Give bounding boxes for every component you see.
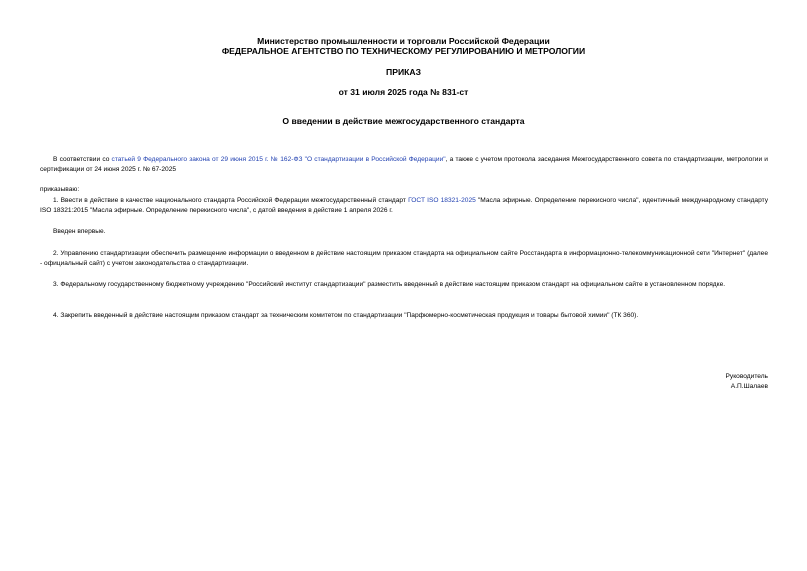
item1-suffix: "Масла эфирные. Определение перекисного числа", идентичный международному стандарту ISO 18321:2015 "Масла эфирные. Определение перекисного числа", с датой введения в действие 1 апреля 2026 г. (40, 197, 769, 215)
order-item-4: 4. Закрепить введенный в действие настоящим приказом стандарт за техническим комитетом по стандартизации "Парфюмерно-косметическая продукция и товары бытовой химии" (ТК 360). (53, 312, 639, 319)
signature-name: А.П.Шалаев (730, 383, 768, 390)
order-item-1 (40, 196, 768, 217)
document-subject: О введении в действие межгосударственного стандарта (282, 116, 525, 126)
standard-link[interactable]: ГОСТ ISO 18321-2025 (408, 197, 476, 204)
order-item-1-note: Введен впервые. (53, 228, 106, 235)
document-date-number: от 31 июля 2025 года № 831-ст (338, 87, 469, 97)
order-item-3: 3. Федеральному государственному бюджетному учреждению "Российский институт стандартизации" разместить введенный в действие настоящим приказом стандарт на официальном сайте в установленном порядке. (53, 281, 726, 288)
intro-suffix: , а также с учетом протокола заседания Межгосударственного совета по стандартизации, метрологии и сертификации от 24 июня 2025 г. № 67-2025 (40, 156, 768, 174)
intro-paragraph (40, 155, 768, 176)
law-link[interactable]: статьей 9 Федерального закона от 29 июня 2015 г. № 162-ФЗ "О стандартизации в Российской Федерации" (111, 156, 446, 163)
order-word: приказываю: (40, 186, 80, 193)
signature-position: Руководитель (725, 373, 768, 380)
ministry-name: Министерство промышленности и торговли Российской Федерации (257, 36, 550, 46)
document-type: ПРИКАЗ (386, 67, 421, 77)
item1-prefix: 1. Ввести в действие в качестве национального стандарта Российской Федерации межгосударственный стандарт (53, 197, 409, 204)
intro-prefix: В соответствии со (53, 156, 112, 163)
agency-name: ФЕДЕРАЛЬНОЕ АГЕНТСТВО ПО ТЕХНИЧЕСКОМУ РЕГУЛИРОВАНИЮ И МЕТРОЛОГИИ (221, 46, 586, 56)
order-item-2: 2. Управлению стандартизации обеспечить размещение информации о введенном в действие настоящим приказом стандарта на официальном сайте Росстандарта в информационно-телекоммуникационной сети "Интернет" (далее - официальный сайт) с учетом законодательства о стандартизации. (40, 250, 768, 268)
